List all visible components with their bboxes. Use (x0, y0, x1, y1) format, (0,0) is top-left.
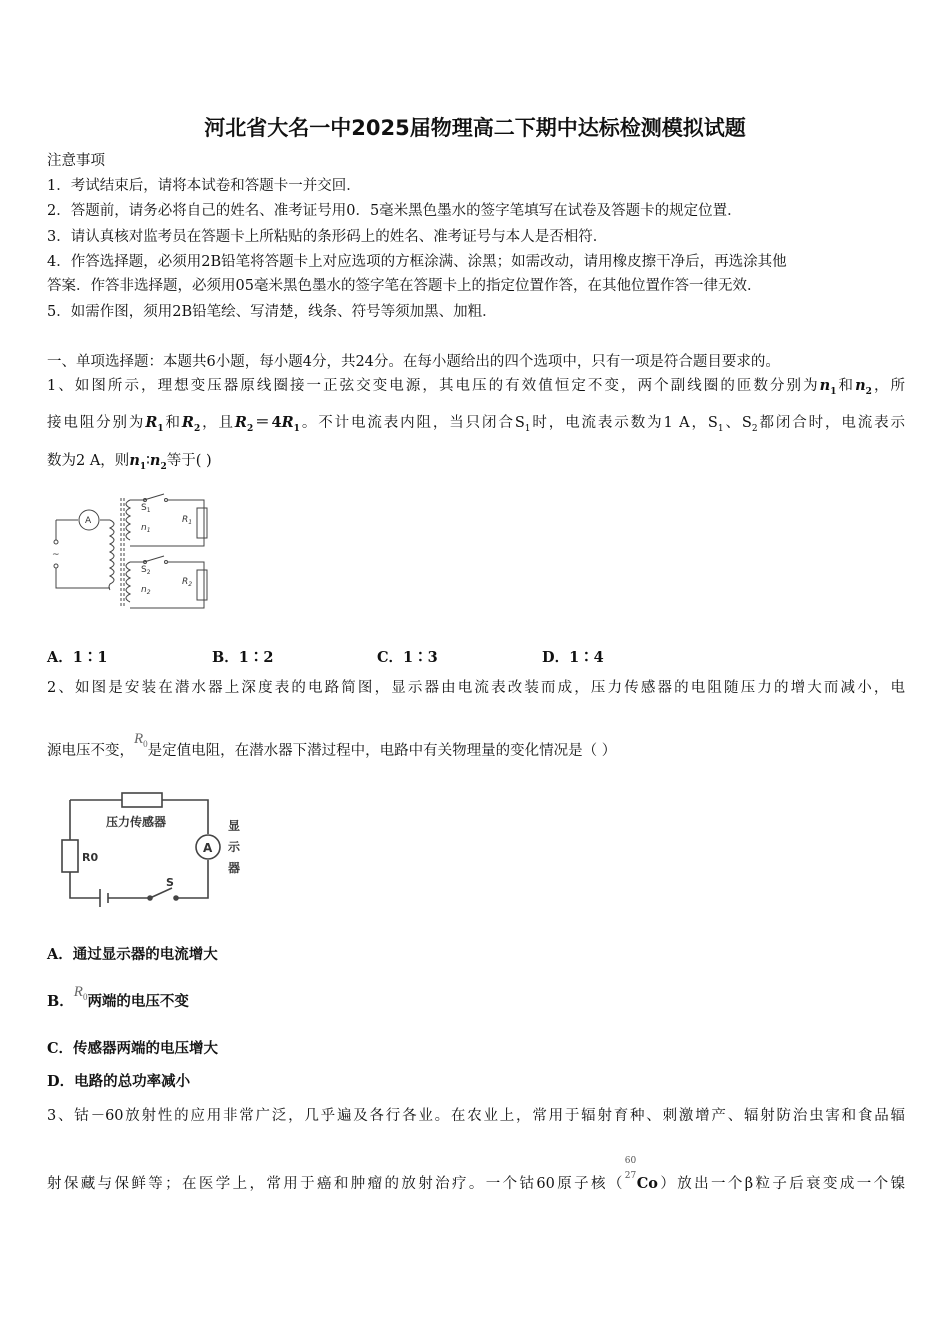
svg-text:n2 (141, 585, 151, 596)
r2-sub: 2 (188, 581, 193, 588)
switch-label: S (166, 876, 174, 889)
notice-heading: 注意事项 (47, 153, 105, 169)
q3-line2: 射保藏与保鲜等；在医学上，常用于癌和肿瘤的放射治疗。一个钴60原子核（ 60 27 Co）放出一个β粒子后衰变成一个镍 (47, 1156, 905, 1192)
q3-line1: 3、钴－60放射性的应用非常广泛，几乎遍及各行各业。在农业上，常用于辐射育种、刺激增产、辐射防治虫害和食品辐 (47, 1108, 905, 1124)
display-label-2: 示 (228, 840, 241, 854)
r1-label: R (182, 515, 189, 525)
svg-text:n1 (141, 523, 151, 534)
r1-sub: 1 (188, 519, 193, 526)
display-label-3: 器 (228, 861, 241, 875)
svg-text:R1 (182, 515, 192, 526)
display-label-1: 显 (228, 819, 241, 833)
notice-item: 2．答题前，请务必将自己的姓名、准考证号用0．5毫米黑色墨水的签字笔填写在试卷及答题卡的规定位置． (47, 203, 742, 219)
notice-item: 答案．作答非选择题，必须用05毫米黑色墨水的签字笔在答题卡上的指定位置作答，在其他位置作答一律无效． (47, 278, 762, 294)
q1-option-a[interactable]: A．1∶1 (47, 649, 108, 666)
ammeter-label: A (85, 516, 92, 526)
secondary-coil-2 (126, 562, 130, 602)
q1-line1: 1、如图所示，理想变压器原线圈接一正弦交变电源，其电压的有效值恒定不变，两个副线圈的匝数分别为$n_1$和$n_2$，所 (47, 377, 905, 397)
svg-text:S2 (141, 565, 151, 576)
switch-s2 (144, 556, 164, 562)
page-title: 河北省大名一中2025届物理高二下期中达标检测模拟试题 (204, 116, 746, 140)
notice-item: 1．考试结束后，请将本试卷和答题卡一并交回． (47, 178, 361, 194)
resistor-r1 (197, 508, 207, 538)
switch-s1 (144, 494, 164, 500)
pressure-sensor (122, 793, 162, 807)
resistor-r2 (197, 570, 207, 600)
s2-sub: 2 (146, 569, 151, 576)
q1-option-c[interactable]: C．1∶3 (377, 649, 438, 666)
resistor-r0 (62, 840, 78, 872)
battery-symbol (100, 889, 108, 907)
s1-label: S (141, 503, 147, 513)
transformer-diagram (44, 490, 224, 612)
notice-item: 5．如需作图，须用2B铅笔绘、写清楚，线条、符号等须加黑、加粗． (47, 304, 497, 320)
notice-item: 4．作答选择题，必须用2B铅笔将答题卡上对应选项的方框涂满、涂黑；如需改动，请用橡皮擦干净后，再选涂其他 (47, 254, 787, 270)
source-label: ~ (52, 550, 60, 560)
q2-option-c[interactable]: C．传感器两端的电压增大 (47, 1040, 219, 1057)
q1-line2: 接电阻分别为$R_1$和$R_2$，且$R_2=4R_1$。不计电流表内阻，当只闭合$S_1$时，电流表示数为1 A，$S_1$、$S_2$都闭合时，电流表示 (47, 414, 906, 434)
s1-sub: 1 (146, 507, 151, 514)
q2-line1: 2、如图是安装在潜水器上深度表的电路简图，显示器由电流表改装而成，压力传感器的电阻随压力的增大而减小，电 (47, 680, 905, 696)
switch-s (150, 888, 172, 898)
q2-option-a[interactable]: A．通过显示器的电流增大 (47, 946, 218, 963)
n2-label: n (141, 585, 147, 595)
depth-gauge-diagram (56, 788, 266, 914)
q2-option-b[interactable]: B．$R_0$两端的电压不变 (47, 984, 189, 1010)
display-ammeter-label: A (203, 841, 213, 855)
q2-line2: 源电压不变，$R_0$是定值电阻，在潜水器下潜过程中，电路中有关物理量的变化情况是（ ） (47, 731, 617, 759)
secondary-coil-1 (126, 500, 130, 540)
primary-coil (109, 520, 114, 590)
q1-option-b[interactable]: B．1∶2 (212, 649, 274, 666)
r2-label: R (182, 577, 189, 587)
svg-text:R2 (182, 577, 192, 588)
q2-option-d[interactable]: D．电路的总功率减小 (47, 1073, 191, 1090)
r0-label: R0 (82, 851, 99, 864)
n1-sub: 1 (146, 527, 151, 534)
s2-label: S (141, 565, 147, 575)
q1-line3: 数为2 A，则$n_1∶n_2$等于( ) (47, 452, 212, 472)
n2-sub: 2 (146, 589, 151, 596)
section-heading: 一、单项选择题：本题共6小题，每小题4分，共24分。在每小题给出的四个选项中，只有一项是符合题目要求的。 (47, 354, 780, 370)
sensor-label: 压力传感器 (106, 815, 167, 829)
n1-label: n (141, 523, 147, 533)
svg-text:S1 (141, 503, 151, 514)
q1-option-d[interactable]: D．1∶4 (542, 649, 604, 666)
notice-item: 3．请认真核对监考员在答题卡上所粘贴的条形码上的姓名、准考证号与本人是否相符． (47, 229, 608, 245)
